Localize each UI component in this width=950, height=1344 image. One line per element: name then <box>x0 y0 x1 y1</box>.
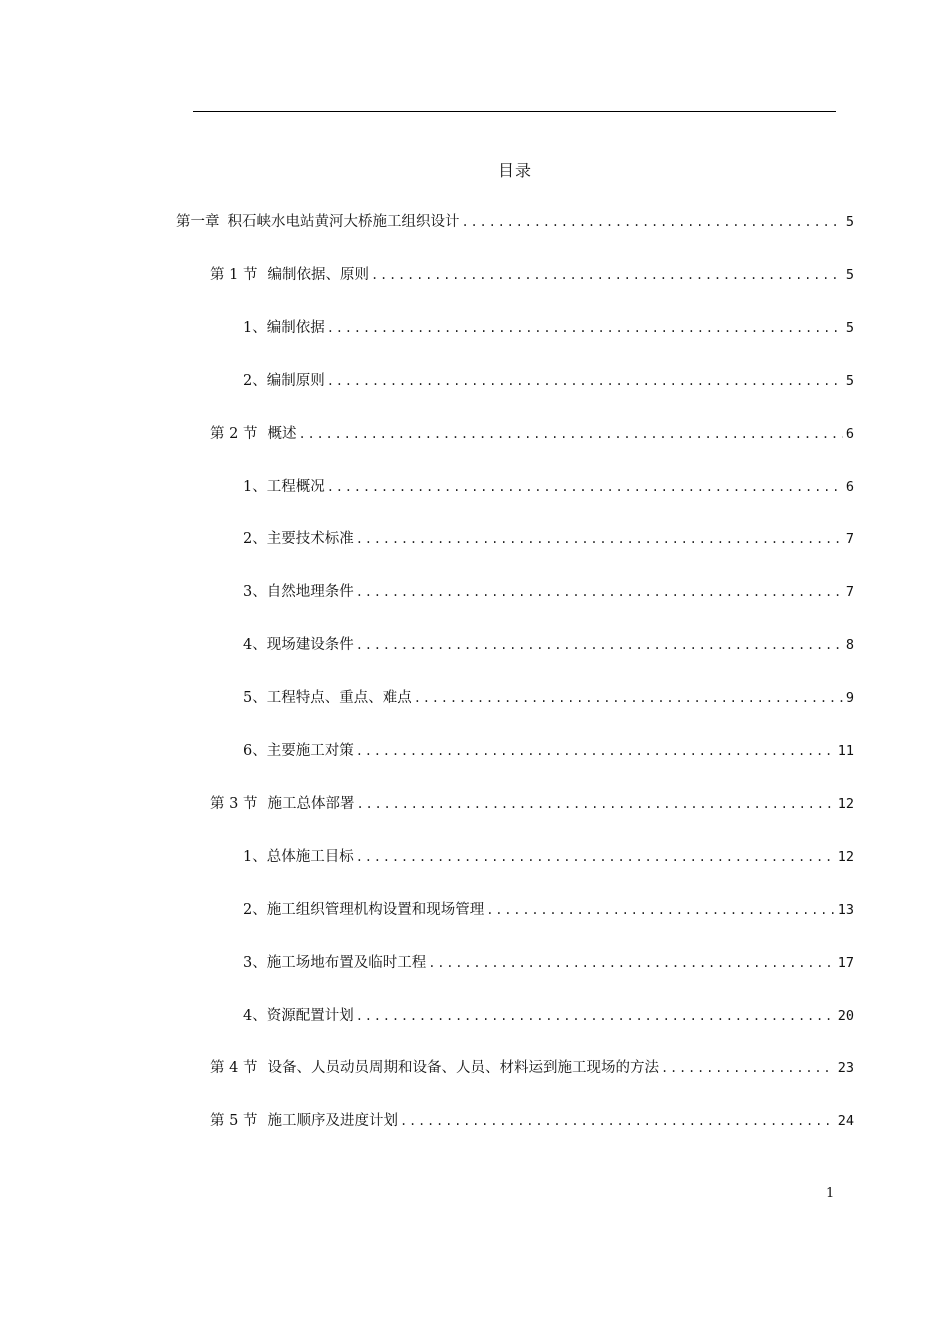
dot-leader <box>428 953 835 973</box>
dot-leader <box>327 318 843 338</box>
toc-entry-number: 第 5 节 <box>210 1113 258 1129</box>
toc-entry-text: 主要技术标准 <box>266 531 354 547</box>
toc-entry-page: 6 <box>845 479 854 495</box>
dot-leader <box>327 371 843 391</box>
dot-leader <box>356 794 834 814</box>
toc-entry-text: 编制原则 <box>266 373 325 389</box>
toc-entry-number: 2、 <box>243 902 267 918</box>
dot-leader <box>298 424 842 444</box>
dot-leader <box>661 1058 835 1078</box>
toc-entry-number: 5、 <box>243 690 267 706</box>
toc-entry-number: 1、 <box>243 849 267 865</box>
toc-entry-text: 施工总体部署 <box>267 796 355 812</box>
toc-entry-number: 第 1 节 <box>210 267 258 283</box>
toc-entry-page: 9 <box>845 690 854 706</box>
toc-entry[interactable] <box>243 529 854 549</box>
toc-entry-text: 施工场地布置及临时工程 <box>266 955 427 971</box>
toc-entry-number: 6、 <box>243 743 267 759</box>
dot-leader <box>356 582 843 602</box>
dot-leader <box>400 1111 835 1131</box>
toc-entry-text: 主要施工对策 <box>266 743 354 759</box>
toc-entry-text: 总体施工目标 <box>266 849 354 865</box>
toc-entry-number: 3、 <box>243 584 267 600</box>
toc-entry[interactable] <box>243 900 854 920</box>
toc-entry-number: 2、 <box>243 531 267 547</box>
toc-entry-page: 12 <box>837 796 854 812</box>
toc-entry-page: 7 <box>845 584 854 600</box>
dot-leader <box>356 1006 835 1026</box>
dot-leader <box>327 477 843 497</box>
toc-entry-number: 4、 <box>243 1008 267 1024</box>
toc-entry[interactable] <box>243 582 854 602</box>
toc-entry[interactable] <box>210 424 854 444</box>
toc-entry-page: 5 <box>845 373 854 389</box>
toc-entry-text: 工程概况 <box>266 479 325 495</box>
toc-entry[interactable] <box>243 318 854 338</box>
toc-entry-text: 施工组织管理机构设置和现场管理 <box>266 902 485 918</box>
toc-entry-page: 17 <box>837 955 854 971</box>
dot-leader <box>356 847 835 867</box>
toc-entry[interactable] <box>243 1006 854 1026</box>
toc-entry[interactable] <box>243 371 854 391</box>
toc-entry-text: 编制依据 <box>266 320 325 336</box>
toc-entry-page: 20 <box>837 1008 854 1024</box>
toc-title: 目录 <box>497 161 532 180</box>
toc-entry[interactable] <box>210 1111 854 1131</box>
toc-entry-text: 施工顺序及进度计划 <box>267 1113 398 1129</box>
toc-entry[interactable] <box>210 265 854 285</box>
toc-entry[interactable] <box>176 212 854 232</box>
toc-entry-page: 24 <box>837 1113 854 1129</box>
dot-leader <box>356 741 835 761</box>
toc-entry-text: 编制依据、原则 <box>267 267 369 283</box>
toc-entry[interactable] <box>243 953 854 973</box>
toc-entry-number: 1、 <box>243 320 267 336</box>
toc-entry[interactable] <box>243 741 854 761</box>
page-number: 1 <box>826 1186 835 1201</box>
toc-entry-page: 11 <box>837 743 854 759</box>
toc-entry-page: 13 <box>837 902 854 918</box>
toc-entry[interactable] <box>243 688 854 708</box>
toc-entry-number: 1、 <box>243 479 267 495</box>
dot-leader <box>486 900 835 920</box>
toc-entry-page: 5 <box>845 267 854 283</box>
toc-entry-number: 2、 <box>243 373 267 389</box>
dot-leader <box>356 529 843 549</box>
toc-entry[interactable] <box>210 794 854 814</box>
toc-entry-number: 第 2 节 <box>210 426 258 442</box>
toc-entry-page: 7 <box>845 531 854 547</box>
toc-entry-number: 第 4 节 <box>210 1060 258 1076</box>
toc-entry-number: 4、 <box>243 637 267 653</box>
toc-entry-page: 12 <box>837 849 854 865</box>
toc-entry-number: 第 3 节 <box>210 796 258 812</box>
dot-leader <box>356 635 843 655</box>
toc-entry[interactable] <box>243 635 854 655</box>
toc-entry-page: 23 <box>837 1060 854 1076</box>
toc-entry-text: 概述 <box>267 426 297 442</box>
toc-entry-text: 自然地理条件 <box>266 584 354 600</box>
toc-entry-number: 3、 <box>243 955 267 971</box>
toc-entry-page: 8 <box>845 637 854 653</box>
toc-entry[interactable] <box>243 847 854 867</box>
toc-entry[interactable] <box>210 1058 854 1078</box>
toc-entry-text: 设备、人员动员周期和设备、人员、材料运到施工现场的方法 <box>267 1060 659 1076</box>
toc-entry-page: 5 <box>845 320 854 336</box>
toc-entry-text: 工程特点、重点、难点 <box>266 690 412 706</box>
toc-entry-text: 积石峡水电站黄河大桥施工组织设计 <box>227 214 460 230</box>
toc-entry-number: 第一章 <box>176 214 220 230</box>
toc-entry-page: 6 <box>845 426 854 442</box>
toc-entry-text: 现场建设条件 <box>266 637 354 653</box>
toc-entry-text: 资源配置计划 <box>266 1008 354 1024</box>
dot-leader <box>462 212 843 232</box>
dot-leader <box>371 265 843 285</box>
toc-entry-page: 5 <box>845 214 854 230</box>
dot-leader <box>414 688 843 708</box>
toc-entry[interactable] <box>243 477 854 497</box>
